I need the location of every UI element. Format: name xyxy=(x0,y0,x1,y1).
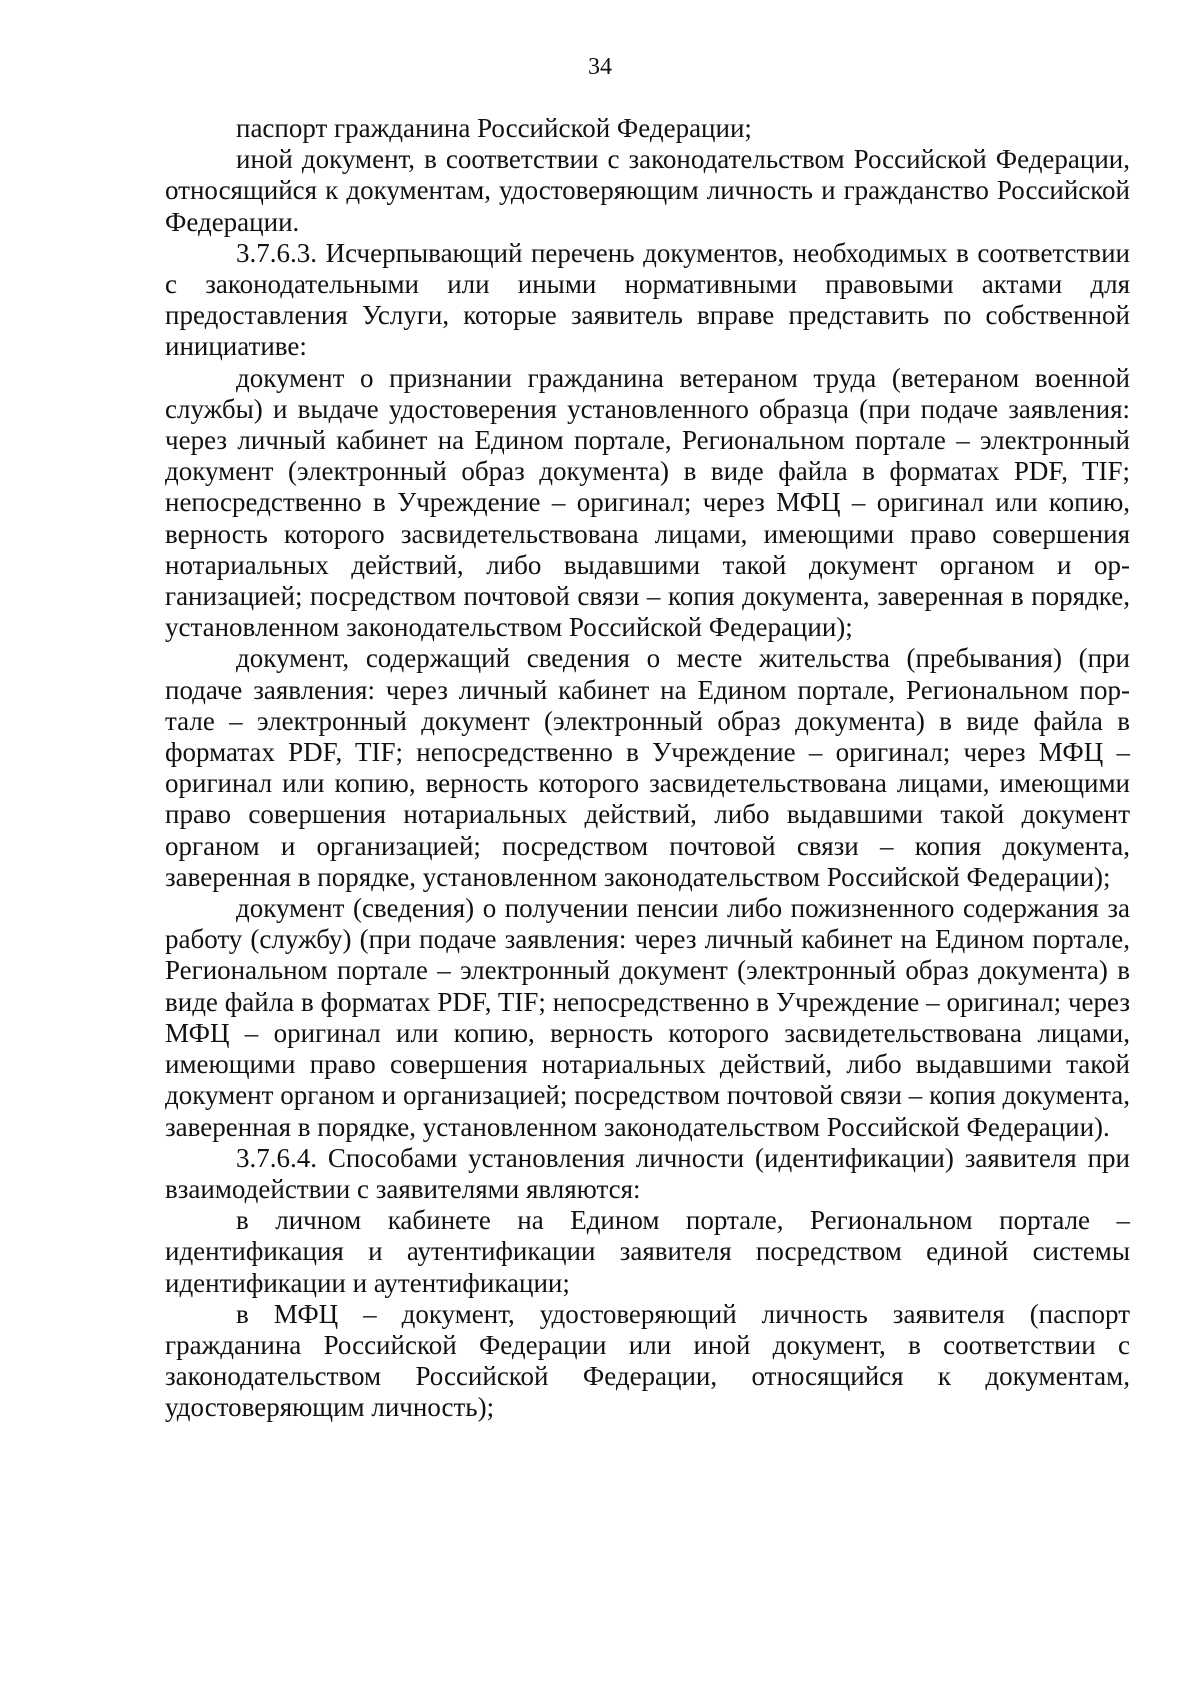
paragraph-other-identity-document: иной документ, в соответствии с законодательством Российской Федерации, относящийся к документам, удостоверяющим личность и гражданство Российской Федерации. xyxy=(165,144,1130,237)
paragraph-veteran-document: документ о признании гражданина ветераном труда (ветераном военной службы) и выдаче удостоверения установленного образца (при подаче заявления: через личный кабинет на Едином портале, Региональном портале – электронный документ (электронный образ документа) в виде файла в форматах PDF, TIF; непосредственно в Учреждение – оригинал; через МФЦ – оригинал или копию, верность которого засвидетельствована лицами, имеющими право совершения нотариальных действий, либо выдавшими такой документ органом и организацией; посредством почтовой связи – копия документа, заверенная в порядке, установленном законодательством Российской Федерации); xyxy=(165,362,1130,643)
document-body xyxy=(165,113,1130,1424)
page-number: 34 xyxy=(588,54,612,80)
paragraph-identification-mfc: в МФЦ – документ, удостоверяющий личность заявителя (паспорт гражданина Российской Федерации или иной документ, в соответствии с законодательством Российской Федерации, относящийся к документам, удостоверяющим личность); xyxy=(165,1298,1130,1423)
paragraph-passport: паспорт гражданина Российской Федерации; xyxy=(236,113,752,143)
paragraph-section-3-7-6-3: 3.7.6.3. Исчерпывающий перечень документов, необходимых в соответствии с законодательными или иными нормативными правовыми актами для предоставления Услуги, которые заявитель вправе представить по собственной инициативе: xyxy=(165,237,1130,362)
paragraph-identification-portal: в личном кабинете на Едином портале, Региональном портале – идентификация и аутентификации заявителя посредством единой системы идентификации и аутентификации; xyxy=(165,1205,1130,1298)
paragraph-section-3-7-6-4: 3.7.6.4. Способами установления личности (идентификации) заявителя при взаимодействии с заявителями являются: xyxy=(165,1142,1130,1204)
paragraph-residence-document: документ, содержащий сведения о месте жительства (пребывания) (при подаче заявления: через личный кабинет на Едином портале, Региональном портале – электронный документ (электронный образ документа) в виде файла в форматах PDF, TIF; непосредственно в Учреждение – оригинал; через МФЦ – оригинал или копию, верность которого засвидетельствована лицами, имеющими право совершения нотариальных действий, либо выдавшими такой документ органом и организацией; посредством почтовой связи – копия документа, заверенная в порядке, установленном законодательством Российской Федерации); xyxy=(165,643,1130,892)
paragraph-pension-document: документ (сведения) о получении пенсии либо пожизненного содержания за работу (службу) (при подаче заявления: через личный кабинет на Едином портале, Региональном портале – электронный документ (электронный образ документа) в виде файла в форматах PDF, TIF; непосредственно в Учреждение – оригинал; через МФЦ – оригинал или копию, верность которого засвидетельствована лицами, имеющими право совершения нотариальных действий, либо выдавшими такой документ органом и организацией; посредством почтовой связи – копия документа, заверенная в порядке, установленном законодательством Российской Федерации). xyxy=(165,893,1130,1142)
